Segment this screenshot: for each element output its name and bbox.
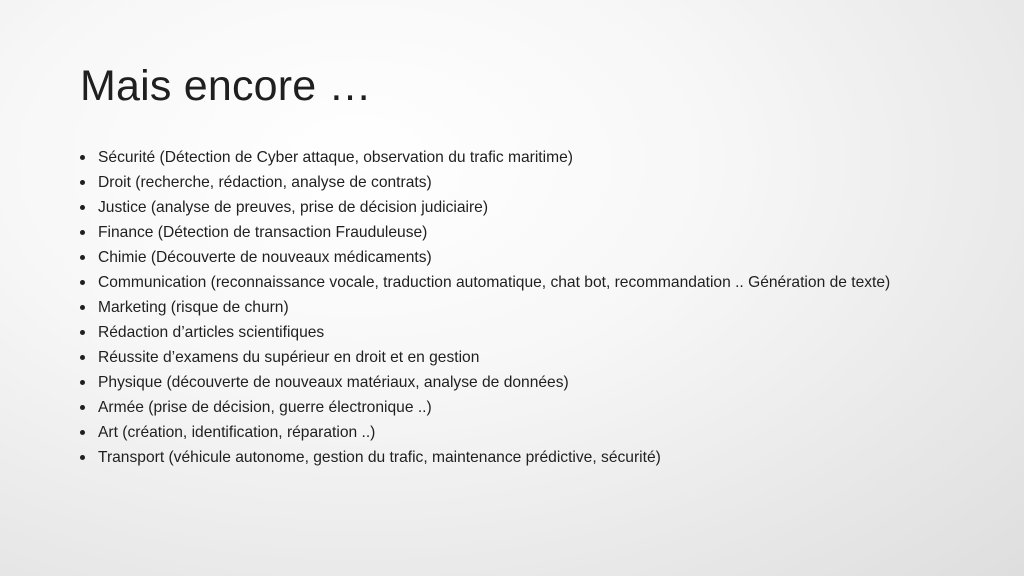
bullet-icon (80, 230, 85, 235)
bullet-item-redaction (80, 325, 940, 341)
bullet-text: Communication (reconnaissance vocale, traduction automatique, chat bot, recommandation .. Génération de texte) (98, 274, 891, 291)
bullet-icon (80, 405, 85, 410)
bullet-text: Art (création, identification, réparation ..) (98, 424, 376, 441)
bullet-icon (80, 380, 85, 385)
bullet-icon (80, 430, 85, 435)
bullet-text: Physique (découverte de nouveaux matériaux, analyse de données) (98, 374, 569, 391)
bullet-icon (80, 355, 85, 360)
bullet-item-transport (80, 450, 940, 466)
bullet-item-justice (80, 200, 940, 216)
bullet-text: Finance (Détection de transaction Frauduleuse) (98, 224, 428, 241)
bullet-icon (80, 255, 85, 260)
bullet-item-art (80, 425, 940, 441)
bullet-text: Chimie (Découverte de nouveaux médicaments) (98, 249, 432, 266)
bullet-item-marketing (80, 300, 940, 316)
bullet-list (80, 150, 940, 475)
bullet-item-securite (80, 150, 940, 166)
bullet-item-finance (80, 225, 940, 241)
bullet-icon (80, 455, 85, 460)
bullet-text: Justice (analyse de preuves, prise de décision judiciaire) (98, 199, 489, 216)
bullet-icon (80, 305, 85, 310)
bullet-text: Rédaction d’articles scientifiques (98, 324, 325, 341)
bullet-text: Droit (recherche, rédaction, analyse de contrats) (98, 174, 432, 191)
slide-title: Mais encore … (80, 62, 372, 110)
bullet-item-reussite (80, 350, 940, 366)
bullet-item-communication (80, 275, 940, 291)
bullet-text: Sécurité (Détection de Cyber attaque, observation du trafic maritime) (98, 149, 573, 166)
bullet-icon (80, 155, 85, 160)
bullet-item-physique (80, 375, 940, 391)
bullet-text: Transport (véhicule autonome, gestion du trafic, maintenance prédictive, sécurité) (98, 449, 661, 466)
bullet-icon (80, 180, 85, 185)
bullet-icon (80, 280, 85, 285)
bullet-text: Marketing (risque de churn) (98, 299, 289, 316)
bullet-item-armee (80, 400, 940, 416)
bullet-item-droit (80, 175, 940, 191)
bullet-icon (80, 205, 85, 210)
bullet-icon (80, 330, 85, 335)
bullet-text: Armée (prise de décision, guerre électronique ..) (98, 399, 432, 416)
bullet-text: Réussite d’examens du supérieur en droit et en gestion (98, 349, 480, 366)
bullet-item-chimie (80, 250, 940, 266)
